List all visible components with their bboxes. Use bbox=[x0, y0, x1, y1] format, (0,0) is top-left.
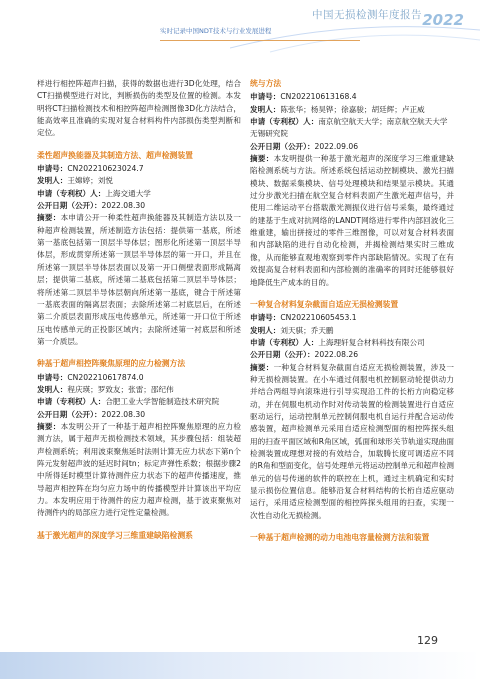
patent-entry bbox=[37, 150, 241, 349]
report-title: 中国无损检测年度报告 bbox=[312, 9, 422, 21]
field-label: 申请号： bbox=[37, 164, 68, 174]
field-label: 摘要： bbox=[250, 154, 274, 164]
inventors: 发明人：程庆瑛；罗致友；张雷；邵纪伟 bbox=[37, 384, 174, 394]
inventors: 发明人：刘天骐；乔天鹏 bbox=[250, 325, 334, 335]
patent-title: 种基于超声相控阵聚焦原理的应力检测方法 bbox=[37, 359, 186, 369]
patent-entry bbox=[250, 78, 454, 289]
patent-title: 统与方法 bbox=[250, 79, 282, 88]
field-label: 公开日期（公开）： bbox=[37, 201, 102, 211]
patent-entry bbox=[37, 358, 241, 519]
field-label: 公开日期（公开）： bbox=[250, 350, 315, 360]
patent-entry bbox=[37, 530, 241, 542]
intro-paragraph: 样进行相控阵超声扫描，获得的数据也进行3D化处理，结合CT扫描模型进行对比，判断损伤的类型及位置的检测。本发明将CT扫描检测技术和相控阵超声检测图像3D化方法结合，能高效率且准确的实现对复合材料构件内部损伤类型判断和定位。 bbox=[37, 79, 241, 138]
field-label: 公开日期（公开）： bbox=[250, 141, 315, 151]
field-label: 申请（专利权）人： bbox=[37, 397, 106, 407]
field-label: 申请号： bbox=[250, 313, 281, 323]
field-label: 公开日期（公开）： bbox=[37, 409, 102, 419]
patent-title: 柔性超声换能器及其制造方法、超声检测装置 bbox=[37, 150, 193, 160]
patent-title: 一种基于超声检测的动力电池电容量检测方法和装置 bbox=[250, 533, 430, 543]
field-label: 申请号： bbox=[250, 92, 281, 102]
assignee: 申请（专利权）人：南京航空航天大学；南京航空航天大学无锡研究院 bbox=[250, 117, 448, 139]
field-label: 摘要： bbox=[37, 421, 61, 431]
application-number: 申请号：CN202210623024.7 bbox=[37, 164, 144, 174]
inventors: 发明人：王嫦婷；刘悦 bbox=[37, 176, 113, 186]
patent-entry bbox=[250, 532, 454, 544]
application-number: 申请号：CN202210617874.0 bbox=[37, 372, 144, 382]
left-column bbox=[37, 78, 241, 543]
assignee: 申请（专利权）人：合肥工业大学智能制造技术研究院 bbox=[37, 397, 220, 407]
field-label: 发明人： bbox=[250, 325, 281, 335]
field-label: 发明人： bbox=[250, 104, 281, 114]
field-label: 摘要： bbox=[250, 362, 274, 372]
application-number: 申请号：CN202210613168.4 bbox=[250, 92, 357, 102]
field-label: 申请（专利权）人： bbox=[250, 337, 319, 347]
patent-title: 一种复合材料复杂截面自适应无损检测装置 bbox=[250, 299, 399, 309]
field-label: 申请（专利权）人： bbox=[37, 188, 106, 198]
report-subtitle: 实时记录中国NDT技术与行业发展进程 bbox=[160, 27, 272, 35]
publication-date: 公开日期（公开）：2022.08.30 bbox=[37, 409, 146, 419]
assignee: 申请（专利权）人：上海交通大学 bbox=[37, 188, 151, 198]
abstract: 摘要：本发明公开了一种基于超声相控阵聚焦原理的应力检测方法，属于超声无损检测技术领域，其步骤包括：组装超声检测系统；利用波束聚焦延时法则计算无应力状态下第n个阵元发射超声波的延迟时间tn；标定声弹性系数；根据步骤2中所得延时模型计算待测件应力状态下的超声传播速度，推导超声相控阵在均匀应力场中的传播模型并计算该出平均应力。本发明应用于待测件的应力超声检测，基于波束聚焦对待测件内的局部应力进行定性定量检测。 bbox=[37, 421, 242, 518]
field-label: 申请（专利权）人： bbox=[250, 117, 319, 127]
field-label: 发明人： bbox=[37, 384, 68, 394]
inventors: 发明人：陈张华；杨昊铧；徐嘉骏；胡廷辉；卢正威 bbox=[250, 104, 425, 114]
patent-title: 基于激光超声的深度学习三维重建缺陷检测系 bbox=[37, 530, 193, 540]
page-number: 129 bbox=[417, 634, 438, 647]
assignee: 申请（专利权）人：上海理轩复合材料科技有限公司 bbox=[250, 337, 425, 347]
field-label: 摘要： bbox=[37, 213, 61, 223]
patent-entry bbox=[250, 299, 454, 522]
page-header bbox=[0, 0, 480, 62]
right-column bbox=[250, 78, 454, 545]
publication-date: 公开日期（公开）：2022.08.30 bbox=[37, 201, 146, 211]
report-year: 2022 bbox=[422, 11, 464, 29]
abstract: 摘要：本申请公开一种柔性超声换能器及其制造方法以及一种超声检测装置，所述制造方法包括：提供第一基底，所述第一基底包括第一顶层半导体层；图形化所述第一顶层半导体层，形成贯穿所述第一顶层半导体层的第一开口，并且在所述第一顶层半导体层表面以及第一开口侧壁表面形成隔离层；提供第二基底，所述第二基底包括第二顶层半导体层；将所述第二顶层半导体层朝向所述第一基底，键合于所述第一基底表面的隔离层表面；去除所述第二衬底层后，在所述第二介质层表面形成压电传感单元，所述第一开口位于所述压电传感单元的正投影区域内；去除所述第一衬底层和所述第一介质层。 bbox=[37, 213, 242, 346]
field-label: 申请号： bbox=[37, 372, 68, 382]
header-divider bbox=[160, 40, 360, 41]
abstract: 摘要：本发明提供一种基于激光超声的深度学习三维重建缺陷检测系统与方法。所述系统包括运动控制模块、激光扫描模块、数据采集模块、信号处理模块和结果显示模块。其通过分步激光扫描在航空复合材料表面产生激光超声信号，并使用二维运动平台搭载激光测振仪进行信号采集，最终通过的建基于生成对抗网络的LANDT网络进行零件内部回波化三维重建，输出拼接过的零件三维图像，可以对复合材料表面和内部缺陷的进行自动化检测，并揭检测结果实时三维成像，从而能够直观地观察到零件内部缺陷情况。实现了在有效提高复合材料表面和内部检测的准确率的同时还能够很好地降低生产成本的目的。 bbox=[250, 154, 455, 287]
publication-date: 公开日期（公开）：2022.09.06 bbox=[250, 141, 359, 151]
abstract: 摘要：一种复合材料复杂截面自适应无损检测装置，涉及一种无损检测装置。在小车通过伺服电机控制驱动轮提供动力并结合两组导向滚珠进行引导实现沿工件的长桁方向稳定移动，并在伺服电机动作时对传动装置的检测装置进行自适应驱动运行，运动控制单元控制伺服电机自运行并配合运动传感装置，超声检测单元采用自适应检测型面的相控阵探头组用的扫查平面区域和R角区域，弧面和球形关节轨道实现曲面检测装置成理想对接的有效结合，加载腾长度可调适应不同的R角和型面变化，信号处理单元将运动控制单元和超声检测单元的信号传递的软件的联控在上机，通过主机确定和实时显示损伤位置信息。能够沿复合材料结构的长桁自适应驱动运行，采用适应检测型面的相控阵探头组用的扫查，实现一次性自动化无损检测。 bbox=[250, 362, 455, 520]
footer-gradient-bar bbox=[0, 652, 480, 679]
field-label: 发明人： bbox=[37, 176, 68, 186]
publication-date: 公开日期（公开）：2022.08.26 bbox=[250, 350, 359, 360]
application-number: 申请号：CN202210605453.1 bbox=[250, 313, 357, 323]
